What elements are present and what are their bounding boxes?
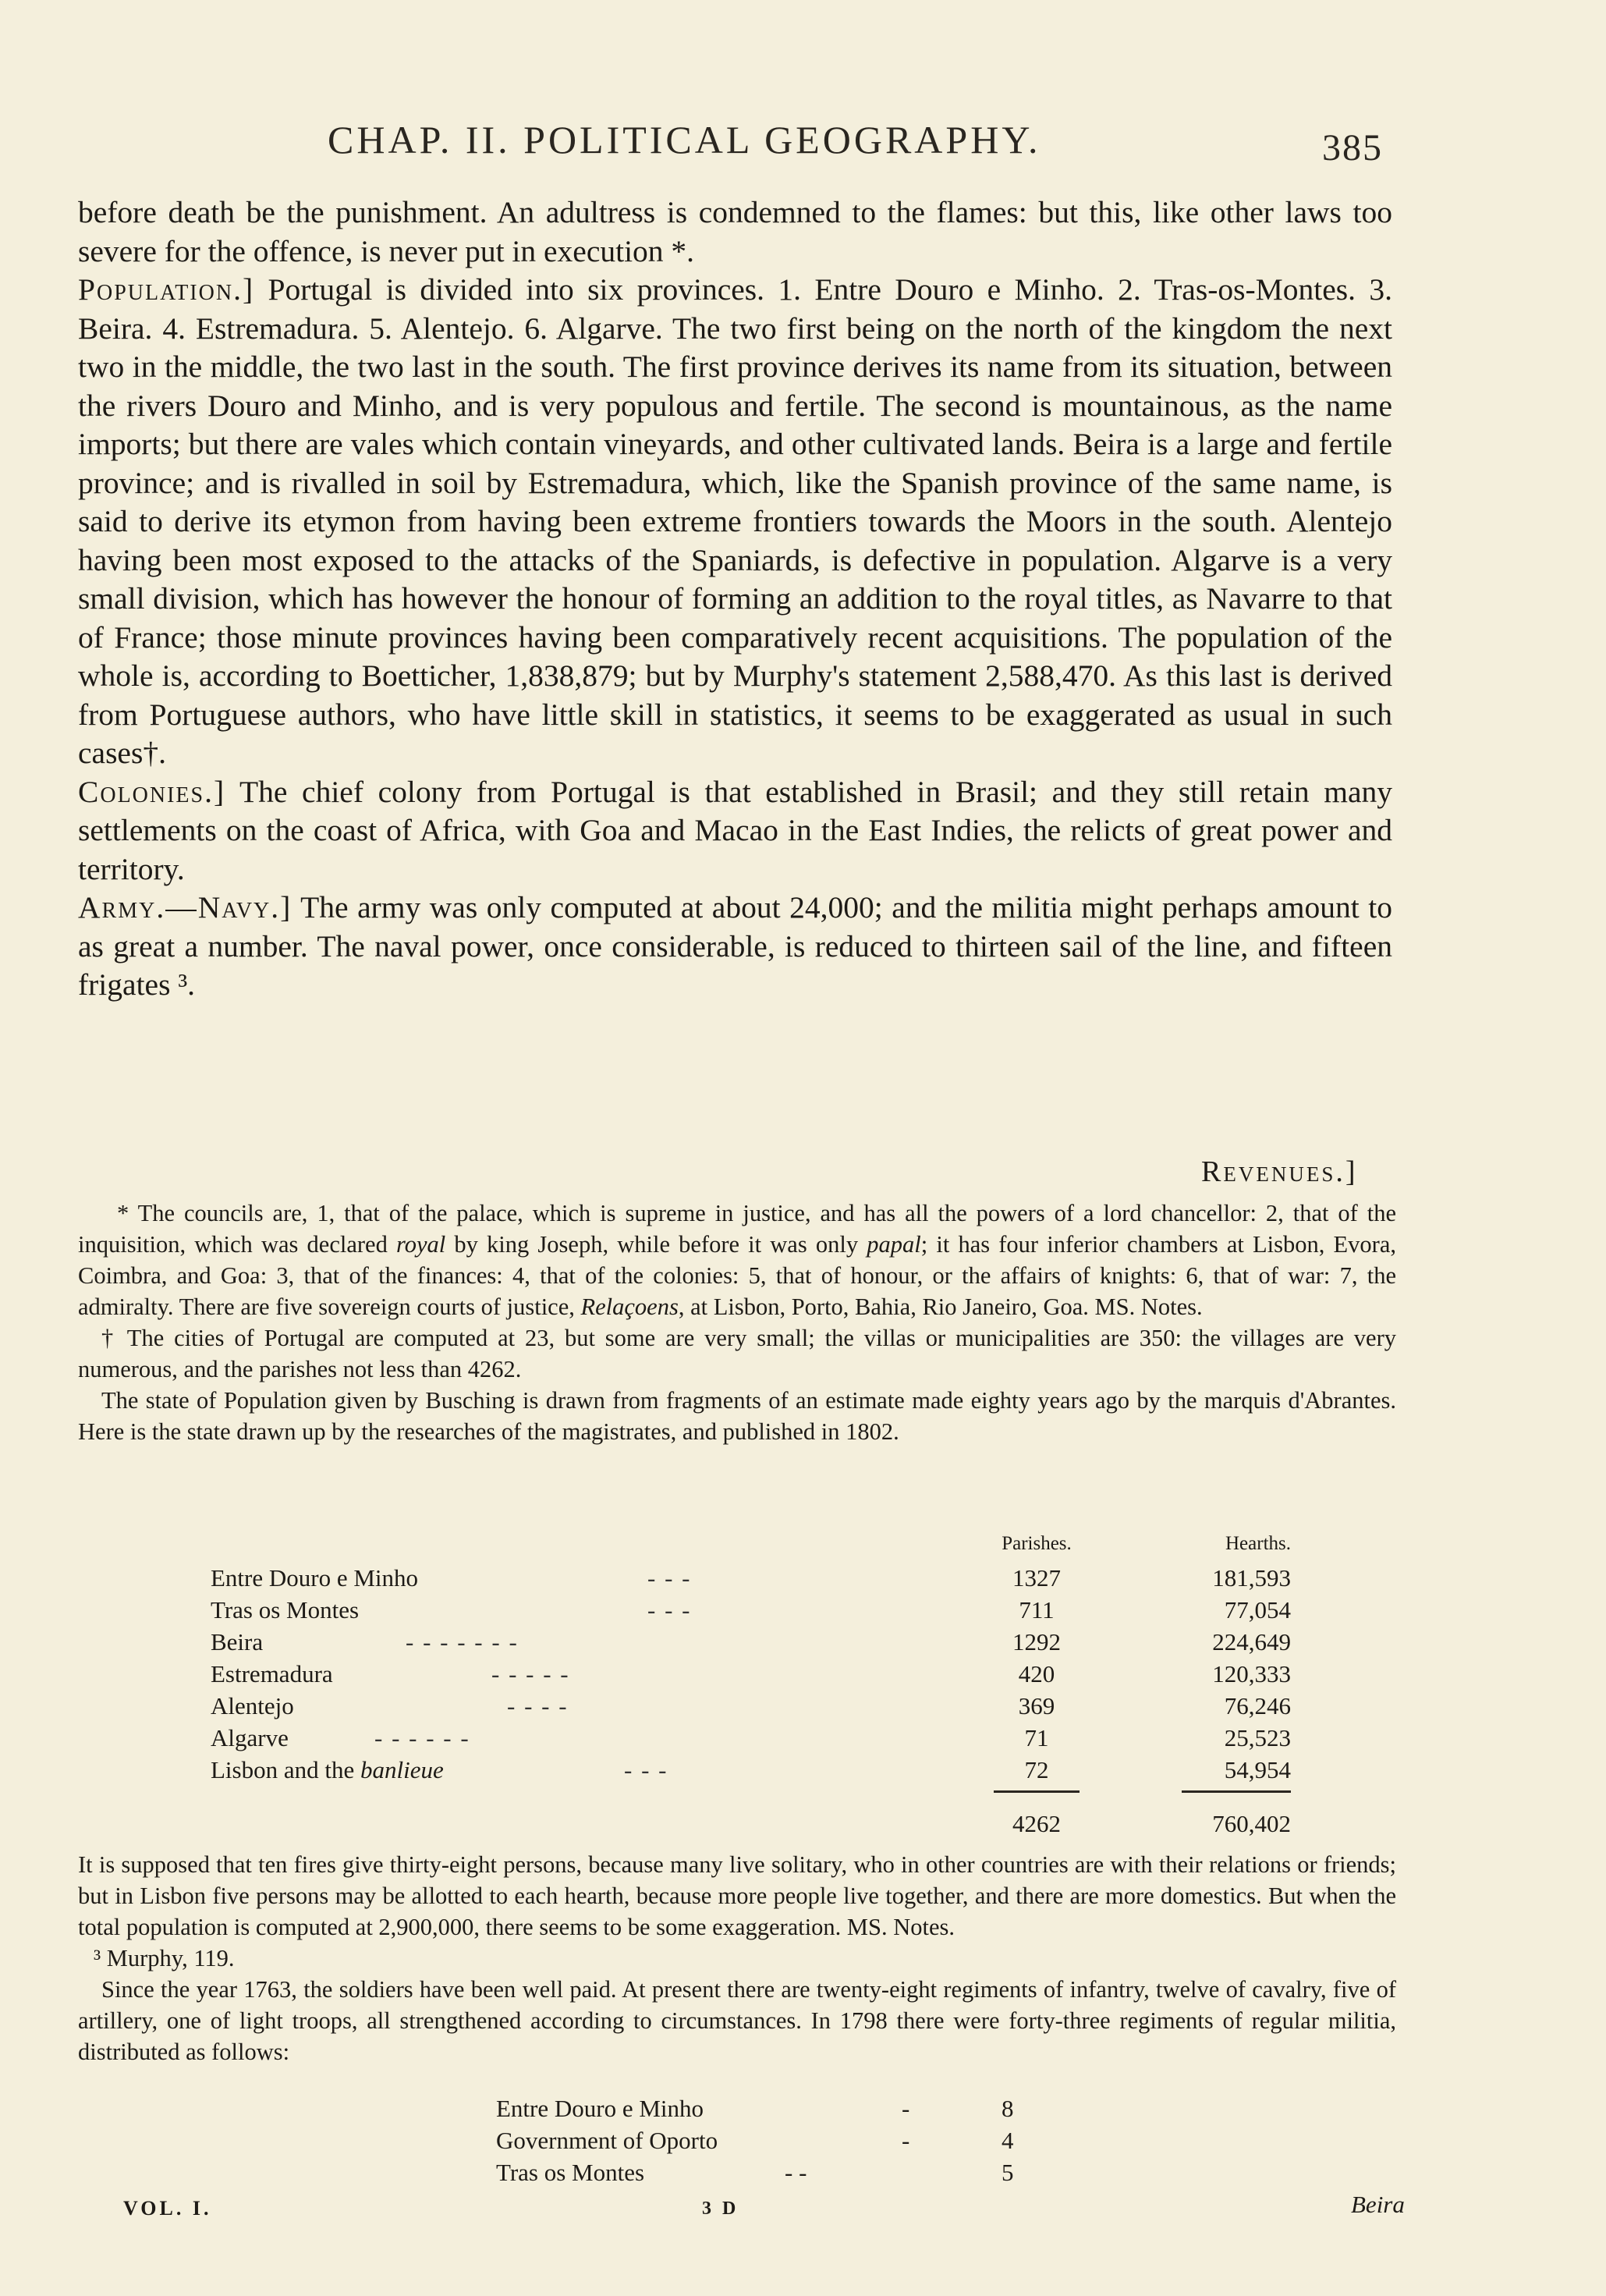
table-row: [211, 1564, 1342, 1596]
footnote-star-part4: , at Lisbon, Porto, Bahia, Rio Janeiro, Goa. MS. Notes.: [678, 1293, 1203, 1320]
province-name: Alentejo: [211, 1692, 294, 1719]
parishes-value: 72: [1024, 1756, 1049, 1783]
population-text: Portugal is divided into six provinces. 1. Entre Douro e Minho. 2. Tras-os-Montes. 3. Beira. 4. Estremadura. 5. Alentejo. 6. Algarve. The two first being on the north of the kingdom the next two in the middle, the two last in the south. The first province derives its name from its situation, between the rivers Douro and Minho, and is very populous and fertile. The second is mountainous, as the name imports; but there are vales which contain vineyards, and other cultivated lands. Beira is a large and fertile province; and is rivalled in soil by Estremadura, which, like the Spanish province of the same name, is said to derive its etymon from having been extreme frontiers towards the Moors in the south. Alentejo having been most exposed to the attacks of the Spaniards, is defective in population. Algarve is a very small division, which has however the honour of forming an addition to the royal titles, as Navarre to that of France; those minute provinces having been comparatively recent acquisitions. The population of the whole is, according to Boetticher, 1,838,879; but by Murphy's statement 2,588,470. As this last is derived from Portuguese authors, who have little skill in statistics, it seems to be exaggerated as usual in such cases†.: [78, 272, 1392, 770]
population-table: [211, 1533, 1342, 1837]
hearths-value: 224,649: [1212, 1628, 1291, 1655]
army-navy-text: The army was only computed at about 24,000; and the militia might perhaps amount to as great a number. The naval power, once considerable, is reduced to thirteen sail of the line, and fifteen frigates ³.: [78, 890, 1393, 1002]
footnote-star-royal: royal: [395, 1231, 446, 1258]
total-hearths: 760,402: [1212, 1810, 1291, 1837]
leader-dashes: - - - -: [507, 1692, 569, 1719]
total-rule-parishes: [994, 1790, 1080, 1793]
leader-dashes: - - -: [647, 1596, 692, 1624]
running-head: CHAP. II. POLITICAL GEOGRAPHY.: [328, 118, 1041, 161]
catchword-revenues: Revenues.]: [1201, 1155, 1358, 1188]
province-name: Algarve: [211, 1724, 289, 1751]
main-text: [78, 193, 1392, 1005]
parishes-value: 1292: [1012, 1628, 1061, 1655]
table-row: [211, 1596, 1342, 1628]
province-name-prefix: Lisbon and the: [211, 1756, 360, 1783]
footnotes: [78, 1198, 1396, 1447]
paragraph-punishment: before death be the punishment. An adultress is condemned to the flames: but this, like other laws too severe for the offence, is never put in execution *.: [78, 195, 1392, 268]
page-footer: [0, 2191, 1606, 2230]
footnote-star-part3: ; it has four inferior chambers at Lisbon, Evora, Coimbra, and Goa: 3, that of the finances: 4, that of the colonies: 5, that of honour, or the affairs of knights: 6, that of war: 7, the admiralty. There are five sovereign courts of justice,: [78, 1231, 1396, 1320]
hearths-value: 77,054: [1224, 1596, 1291, 1624]
footnote-dagger-continued: The state of Population given by Busching is drawn from fragments of an estimate made eighty years ago by the marquis d'Abrantes. Here is the state drawn up by the researches of the magistrates, and published in 1802.: [78, 1387, 1396, 1445]
footnote-star-papal: papal: [867, 1231, 921, 1258]
footnote-star: [78, 1198, 1396, 1322]
table-row: [496, 2127, 1120, 2159]
paragraph-army-navy: [78, 889, 1392, 1005]
column-header-hearths: Hearths.: [1225, 1533, 1291, 1554]
leader-dashes: - - - - - -: [374, 1724, 470, 1751]
table-row: [211, 1660, 1342, 1692]
parishes-value: 711: [1019, 1596, 1055, 1624]
hearths-value: 54,954: [1224, 1756, 1291, 1783]
hearths-value: 76,246: [1224, 1692, 1291, 1719]
province-name: Tras os Montes: [211, 1596, 360, 1624]
footnote-murphy: ³ Murphy, 119.: [94, 1945, 235, 1971]
leader-dashes: - - -: [647, 1564, 692, 1592]
section-head-colonies: Colonies.]: [78, 774, 226, 809]
militia-region: Entre Douro e Minho: [496, 2095, 704, 2122]
footnote-star-part1: * The councils are, 1, that of the palace, which is supreme in justice, and has all the powers of a lord chancellor: 2, that of the inquisition, which was declared: [78, 1200, 1396, 1258]
table-row: [211, 1756, 1342, 1788]
militia-count: 8: [1002, 2095, 1014, 2122]
province-name: Estremadura: [211, 1660, 333, 1687]
total-parishes: 4262: [1012, 1810, 1061, 1837]
footnote-star-relacoens: Relaçoens: [580, 1293, 679, 1320]
footnote-star-part2: by king Joseph, while before it was only: [445, 1231, 867, 1258]
leader-dash: - -: [785, 2159, 807, 2186]
leader-dash: -: [902, 2127, 910, 2154]
note-fires-persons: It is supposed that ten fires give thirty-eight persons, because many live solitary, who in other countries are with their relations or friends; but in Lisbon five persons may be allotted to each hearth, because more people live together, and there are more domestics. But when the total population is computed at 2,900,000, there seems to be some exaggeration. MS. Notes.: [78, 1851, 1396, 1940]
paragraph-population: [78, 271, 1392, 773]
militia-count: 5: [1002, 2159, 1014, 2186]
paragraph-colonies: [78, 773, 1392, 889]
parishes-value: 1327: [1012, 1564, 1061, 1592]
population-table-header: [211, 1533, 1342, 1564]
leader-dashes: - - - - - - -: [406, 1628, 519, 1655]
page-number: 385: [1322, 127, 1383, 169]
province-name: [211, 1756, 444, 1784]
printer-signature: 3 D: [702, 2198, 739, 2219]
catchword-beira: Beira: [1351, 2191, 1405, 2218]
militia-region: Government of Oporto: [496, 2127, 718, 2154]
hearths-value: 181,593: [1212, 1564, 1291, 1592]
table-row: [496, 2159, 1120, 2191]
table-row: [211, 1692, 1342, 1724]
footnote-dagger: † The cities of Portugal are computed at 23, but some are very small; the villas or municipalities are 350: the villages are very numerous, and the parishes not less than 4262.: [78, 1325, 1396, 1382]
militia-count: 4: [1002, 2127, 1014, 2154]
column-header-parishes: Parishes.: [1002, 1533, 1072, 1554]
table-row: [211, 1628, 1342, 1660]
section-head-army-navy: Army.—Navy.]: [78, 890, 292, 924]
province-name-italic: banlieue: [360, 1756, 444, 1783]
hearths-value: 25,523: [1224, 1724, 1291, 1751]
colonies-text: The chief colony from Portugal is that established in Brasil; and they still retain many settlements on the coast of Africa, with Goa and Macao in the East Indies, the relicts of great power and territory.: [78, 774, 1392, 886]
table-row: [211, 1724, 1342, 1756]
volume-label: VOL. I.: [123, 2197, 212, 2220]
province-name: Beira: [211, 1628, 264, 1655]
footnotes-continued: [78, 1849, 1396, 2067]
total-rule-hearths: [1182, 1790, 1291, 1793]
leader-dashes: - - -: [624, 1756, 668, 1783]
table-total-row: [211, 1810, 1342, 1841]
parishes-value: 71: [1024, 1724, 1049, 1751]
parishes-value: 369: [1018, 1692, 1055, 1719]
note-soldiers: Since the year 1763, the soldiers have been well paid. At present there are twenty-eight regiments of infantry, twelve of cavalry, five of artillery, one of light troops, all strengthened according to circumstances. In 1798 there were forty-three regiments of regular militia, distributed as follows:: [78, 1976, 1396, 2065]
section-head-population: Population.]: [78, 272, 255, 307]
leader-dashes: - - - - -: [491, 1660, 570, 1687]
militia-table: [496, 2095, 1120, 2191]
province-name: Entre Douro e Minho: [211, 1564, 419, 1592]
page-header: [0, 117, 1606, 169]
hearths-value: 120,333: [1212, 1660, 1291, 1687]
militia-region: Tras os Montes: [496, 2159, 645, 2186]
parishes-value: 420: [1018, 1660, 1055, 1687]
table-row: [496, 2095, 1120, 2127]
leader-dash: -: [902, 2095, 910, 2122]
